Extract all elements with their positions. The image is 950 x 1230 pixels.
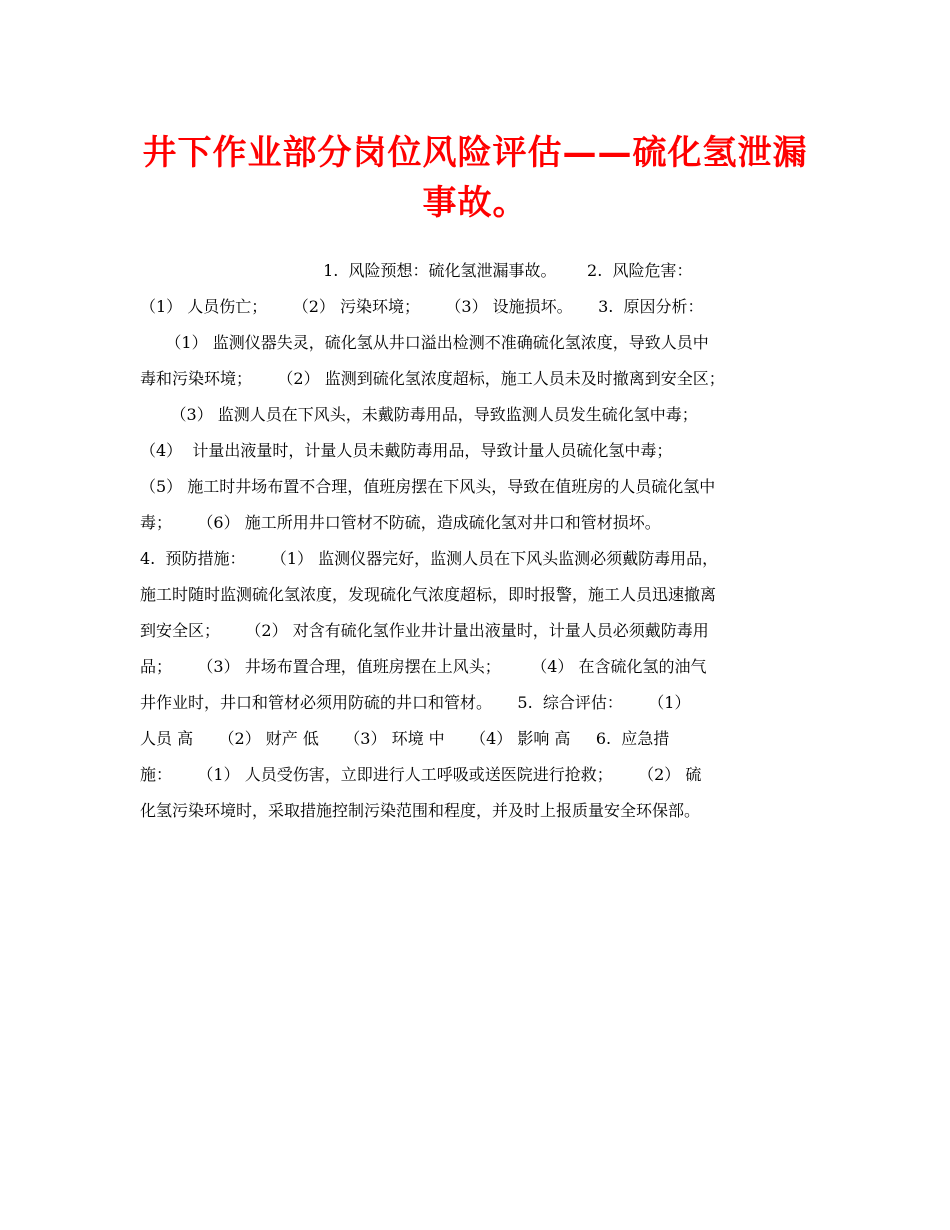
body-line: （1） 人员伤亡； （2） 污染环境； （3） 设施损坏。 3. 原因分析： bbox=[140, 297, 704, 316]
body-line: 施工时随时监测硫化氢浓度，发现硫化气浓度超标，即时报警，施工人员迅速撤离 bbox=[140, 585, 717, 604]
document-title bbox=[140, 128, 810, 228]
body-line: 品； （3） 井场布置合理，值班房摆在上风头； （4） 在含硫化氢的油气 bbox=[140, 657, 707, 676]
body-line: （3） 监测人员在下风头，未戴防毒用品，导致监测人员发生硫化氢中毒； bbox=[140, 405, 698, 424]
body-line: 人员 高 （2） 财产 低 （3） 环境 中 （4） 影响 高 6. 应急措 bbox=[140, 729, 670, 748]
body-line: 到安全区； （2） 对含有硫化氢作业井计量出液量时，计量人员必须戴防毒用 bbox=[140, 621, 709, 640]
body-line: （4） 计量出液量时，计量人员未戴防毒用品，导致计量人员硫化氢中毒； bbox=[140, 441, 673, 460]
title-line-2: 事故。 bbox=[422, 183, 528, 223]
body-line: 1. 风险预想：硫化氢泄漏事故。 2. 风险危害： bbox=[140, 261, 693, 280]
body-line: （5） 施工时井场布置不合理，值班房摆在下风头，导致在值班房的人员硫化氢中 bbox=[140, 477, 716, 496]
body-line: 井作业时，井口和管材必须用防硫的井口和管材。 5. 综合评估： （1） bbox=[140, 693, 691, 712]
document-body bbox=[140, 253, 820, 829]
body-line: 4. 预防措施： （1） 监测仪器完好，监测人员在下风头监测必须戴防毒用品， bbox=[140, 549, 719, 568]
body-line: 施： （1） 人员受伤害，立即进行人工呼吸或送医院进行抢救； （2） 硫 bbox=[140, 765, 702, 784]
body-line: 毒和污染环境； （2） 监测到硫化氢浓度超标，施工人员未及时撤离到安全区； bbox=[140, 369, 725, 388]
body-line: 化氢污染环境时，采取措施控制污染范围和程度，并及时上报质量安全环保部。 bbox=[140, 801, 701, 820]
body-line: 毒； （6） 施工所用井口管材不防硫，造成硫化氢对井口和管材损坏。 bbox=[140, 513, 661, 532]
title-line-1: 井下作业部分岗位风险评估——硫化氢泄漏 bbox=[142, 133, 808, 173]
body-line: （1） 监测仪器失灵，硫化氢从井口溢出检测不准确硫化氢浓度，导致人员中 bbox=[140, 333, 709, 352]
